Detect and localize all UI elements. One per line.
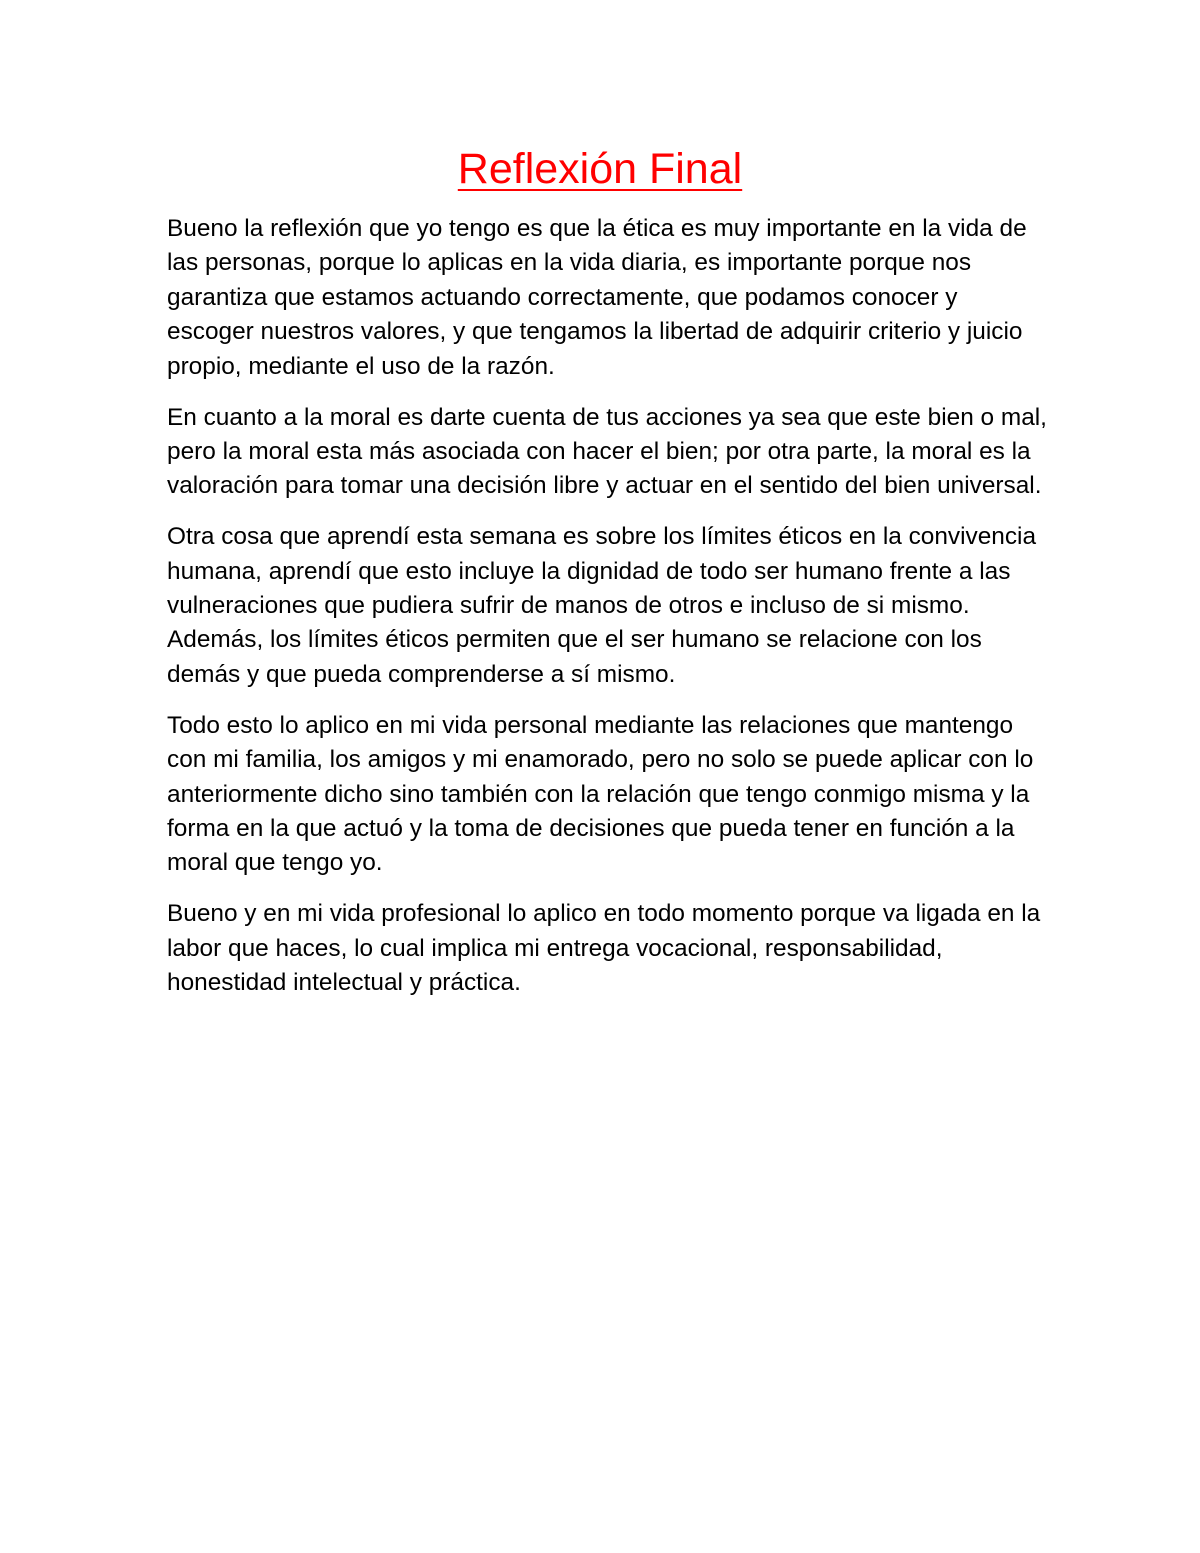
paragraph-2: En cuanto a la moral es darte cuenta de tus acciones ya sea que este bien o mal, pero la moral esta más asociada con hacer el bien; por otra parte, la moral es la valoración para tomar una decisión libre y actuar en el sentido del bien universal. <box>167 403 1047 500</box>
paragraph-3: Otra cosa que aprendí esta semana es sobre los límites éticos en la convivencia humana, aprendí que esto incluye la dignidad de todo ser humano frente a las vulneraciones que pudiera sufrir de manos de otros e incluso de si mismo. Además, los límites éticos permiten que el ser humano se relacione con los demás y que pueda comprenderse a sí mismo. <box>167 523 1037 688</box>
paragraph-4: Todo esto lo aplico en mi vida personal mediante las relaciones que mantengo con mi familia, los amigos y mi enamorado, pero no solo se puede aplicar con lo anteriormente dicho sino también con la relación que tengo conmigo misma y la forma en la que actuó y la toma de decisiones que pueda tener en función a la moral que tengo yo. <box>167 711 1034 877</box>
paragraph-5: Bueno y en mi vida profesional lo aplico en todo momento porque va ligada en la labor que haces, lo cual implica mi entrega vocacional, responsabilidad, honestidad intelectual y práctica. <box>167 900 1041 997</box>
document-title: Reflexión Final <box>457 145 743 193</box>
paragraph-1: Bueno la reflexión que yo tengo es que la ética es muy importante en la vida de las personas, porque lo aplicas en la vida diaria, es importante porque nos garantiza que estamos actuando correctamente, que podamos conocer y escoger nuestros valores, y que tengamos la libertad de adquirir criterio y juicio propio, mediante el uso de la razón. <box>167 215 1027 380</box>
document-body <box>167 212 1047 1017</box>
